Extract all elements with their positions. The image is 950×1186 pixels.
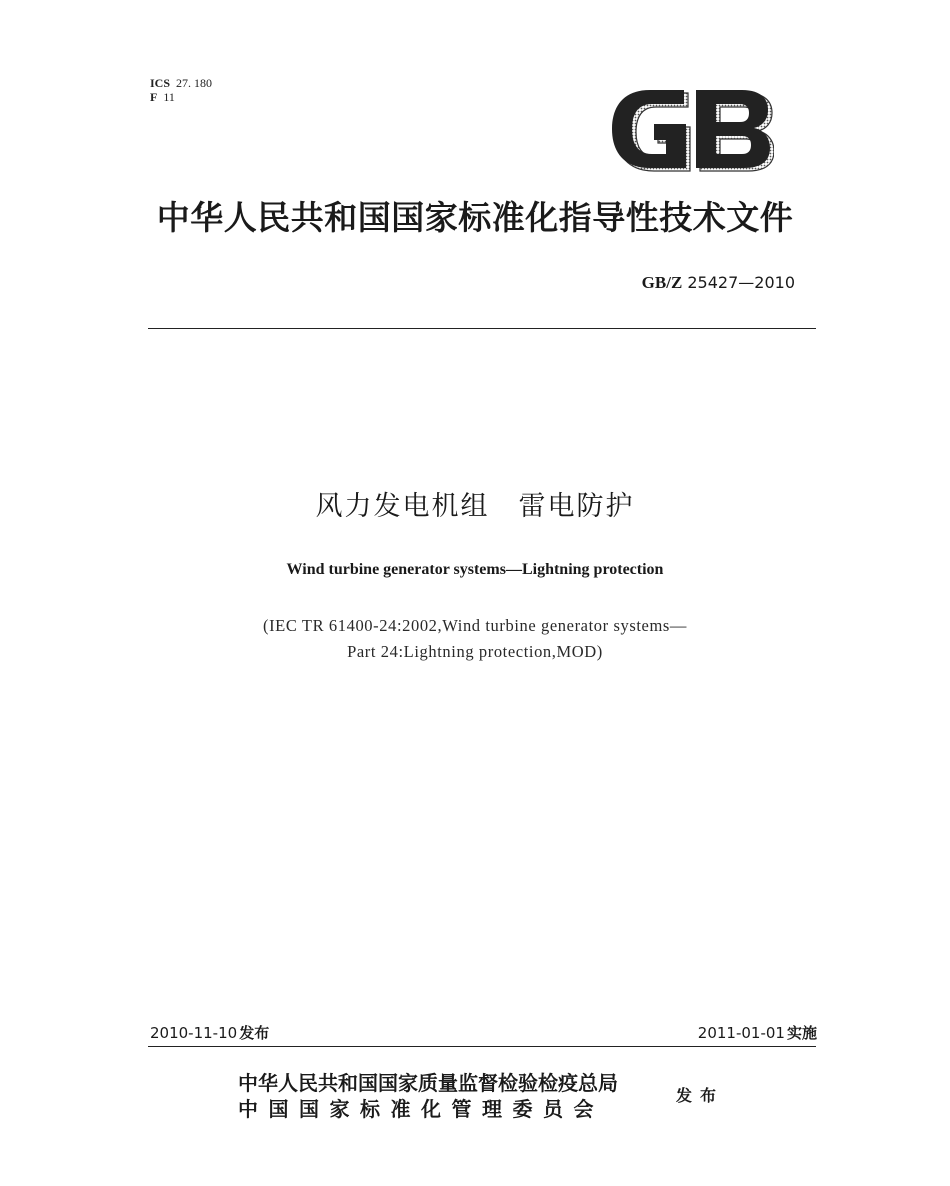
ccs-label: F <box>150 90 158 104</box>
ccs-value: 11 <box>163 90 175 104</box>
gb-logo-graphic <box>606 86 774 172</box>
publish-action: 发布 <box>676 1086 725 1105</box>
implementation-date <box>698 1022 817 1043</box>
publisher-line-1: 中华人民共和国国家质量监督检验检疫总局 <box>238 1071 618 1095</box>
title-english: Wind turbine generator systems—Lightning protection <box>286 561 664 578</box>
classification-codes <box>150 76 212 104</box>
equivalent-standard <box>0 613 950 665</box>
equivalent-line-1: (IEC TR 61400-24:2002,Wind turbine generator systems— <box>262 616 688 635</box>
implementation-date-suffix: 实施 <box>786 1024 817 1042</box>
standard-code: 25427—2010 <box>687 273 795 292</box>
issue-date <box>150 1022 269 1043</box>
implementation-date-value: 2011-01-01 <box>697 1024 785 1042</box>
ics-code <box>150 76 212 90</box>
publisher-line-2: 中国国家标准化管理委员会 <box>238 1097 604 1121</box>
document-type-heading: 中华人民共和国国家标准化指导性技术文件 <box>156 198 794 237</box>
ccs-code <box>150 90 212 104</box>
ics-label: ICS <box>150 76 171 90</box>
footer-divider <box>148 1046 816 1047</box>
title-chinese: 风力发电机组 雷电防护 <box>315 491 635 522</box>
issue-date-value: 2010-11-10 <box>150 1024 238 1042</box>
standard-prefix: GB/Z <box>641 273 683 292</box>
ics-value: 27. 180 <box>176 76 213 90</box>
header-divider <box>148 328 816 329</box>
issue-date-suffix: 发布 <box>239 1024 270 1042</box>
equivalent-line-2: Part 24:Lightning protection,MOD) <box>347 642 603 661</box>
publishers-block <box>238 1070 618 1122</box>
gb-logo <box>606 86 774 172</box>
standard-number <box>642 273 795 293</box>
